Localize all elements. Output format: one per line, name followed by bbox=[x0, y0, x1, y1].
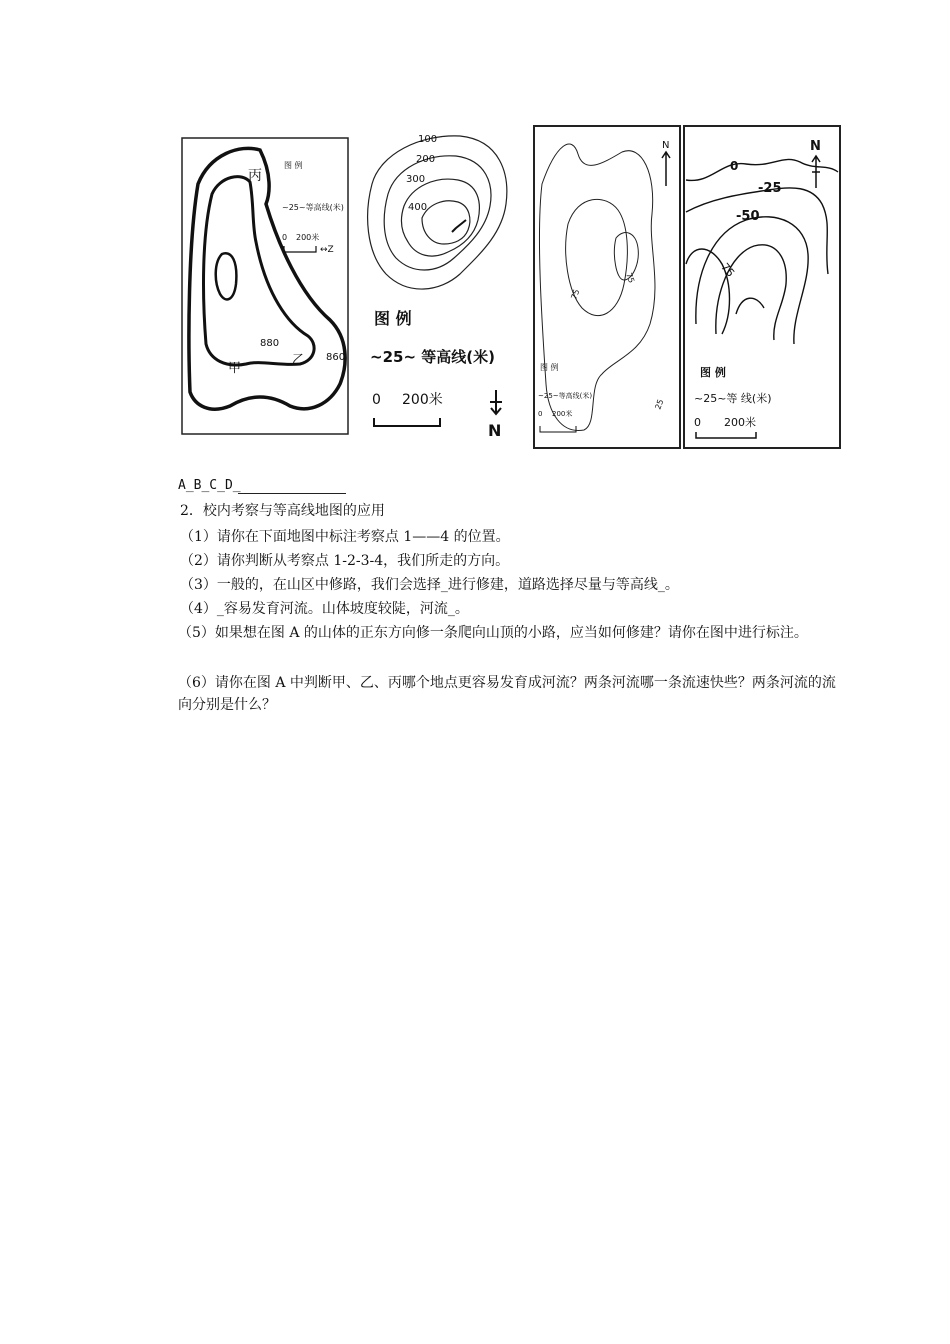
label-yi: 乙 bbox=[292, 353, 306, 368]
figure-b-label-300: 300 bbox=[406, 174, 426, 185]
figure-b-legend-title: 图 例 bbox=[374, 309, 412, 328]
figure-a-inner-contour bbox=[216, 253, 237, 299]
figure-c-scale-distance: 200米 bbox=[552, 410, 573, 418]
figure-b-scale-bar bbox=[374, 418, 440, 426]
question-1: （1）请你在下面地图中标注考察点 1——4 的位置。 bbox=[180, 529, 510, 545]
figure-d-contour-25 bbox=[686, 188, 828, 274]
question-4: （4）_容易发育河流。山体坡度较陡，河流_。 bbox=[180, 601, 469, 617]
figure-d-contour-0 bbox=[686, 159, 838, 180]
figure-d-label-minus-25: -25 bbox=[758, 181, 782, 196]
question-6: （6）请你在图 A 中判断甲、乙、丙哪个地点更容易发育成河流？两条河流哪一条流速快些？两条河流的流向分别是什么？ bbox=[178, 675, 836, 713]
figure-c-label-25: 25 bbox=[653, 398, 666, 411]
figure-b-label-200: 200 bbox=[416, 154, 436, 165]
figure-a-scale-bar bbox=[284, 246, 316, 252]
figure-d-scale-bar bbox=[696, 432, 756, 438]
figure-b-scale-distance: 200米 bbox=[402, 392, 443, 408]
figure-b-contour-map bbox=[360, 124, 530, 452]
figure-d-label-0: 0 bbox=[730, 159, 739, 173]
figure-d-scale-zero: 0 bbox=[694, 416, 701, 429]
figure-b-label-400: 400 bbox=[408, 202, 428, 213]
figure-d-north-arrow-icon bbox=[812, 156, 820, 188]
figure-c-contour-25 bbox=[539, 144, 655, 431]
figure-c-contour-map bbox=[532, 124, 682, 452]
label-880: 880 bbox=[260, 338, 280, 349]
figure-d-north-letter: N bbox=[810, 139, 821, 154]
figure-b-legend-contour: ~25~ 等高线(米) bbox=[370, 348, 495, 366]
figure-c-label-75-b: 75 bbox=[569, 288, 582, 301]
figure-d-contour-50 bbox=[696, 217, 808, 344]
figure-b-label-100: 100 bbox=[418, 134, 438, 145]
contour-figures bbox=[180, 124, 842, 452]
question-3: （3）一般的，在山区中修路，我们会选择_进行修建，道路选择尽量与等高线_。 bbox=[180, 577, 679, 593]
question-2: （2）请你判断从考察点 1-2-3-4，我们所走的方向。 bbox=[180, 553, 510, 569]
figure-b-contour-100 bbox=[368, 136, 507, 289]
section-2-title: 2．校内考察与等高线地图的应用 bbox=[180, 503, 385, 519]
figure-d-legend-contour: ~25~等 线(米) bbox=[694, 392, 772, 405]
answer-line: A_B_C_D_ bbox=[178, 478, 241, 493]
figure-a-scale-distance: 200米 bbox=[296, 233, 320, 242]
figure-c-legend-title: 图 例 bbox=[540, 363, 559, 372]
figure-d-contour-inner bbox=[736, 298, 764, 314]
figure-c-north-arrow-icon bbox=[662, 152, 670, 186]
answer-blank bbox=[238, 493, 346, 494]
figure-a-scale-zero: 0 bbox=[282, 233, 288, 242]
figure-c-label-75-a: 75 bbox=[624, 271, 637, 285]
figure-b-north-letter: N bbox=[488, 421, 502, 440]
label-jia: 甲 bbox=[228, 361, 242, 376]
figure-d-contour-map bbox=[682, 124, 842, 452]
figure-a-north-symbol: ↔Z bbox=[320, 245, 334, 255]
figure-b-scale-zero: 0 bbox=[372, 392, 381, 408]
label-860: 860 bbox=[326, 352, 346, 363]
figure-d-scale-distance: 200米 bbox=[724, 416, 756, 429]
label-bing: 丙 bbox=[248, 168, 262, 184]
figure-b-cliff-mark bbox=[452, 220, 466, 232]
figure-c-scale-zero: 0 bbox=[538, 410, 543, 418]
figure-c-legend-contour: ~25~等高线(米) bbox=[538, 392, 593, 400]
figure-d-label-minus-50: -50 bbox=[736, 209, 760, 224]
question-5: （5）如果想在图 A 的山体的正东方向修一条爬向山顶的小路，应当如何修建？请你在图中进行标注。 bbox=[178, 625, 808, 641]
figure-b-north-arrow-icon bbox=[490, 390, 502, 414]
figure-a-legend-title: 图 例 bbox=[284, 161, 303, 170]
figure-b-contour-200 bbox=[384, 156, 491, 270]
figure-a-contour-map bbox=[180, 124, 352, 452]
figure-a-legend-contour: ~25~等高线(米) bbox=[282, 203, 344, 212]
figure-d-label-minus-75: -75 bbox=[715, 257, 738, 280]
figure-c-north-letter: N bbox=[662, 140, 670, 151]
figure-d-legend-title: 图 例 bbox=[700, 366, 726, 379]
